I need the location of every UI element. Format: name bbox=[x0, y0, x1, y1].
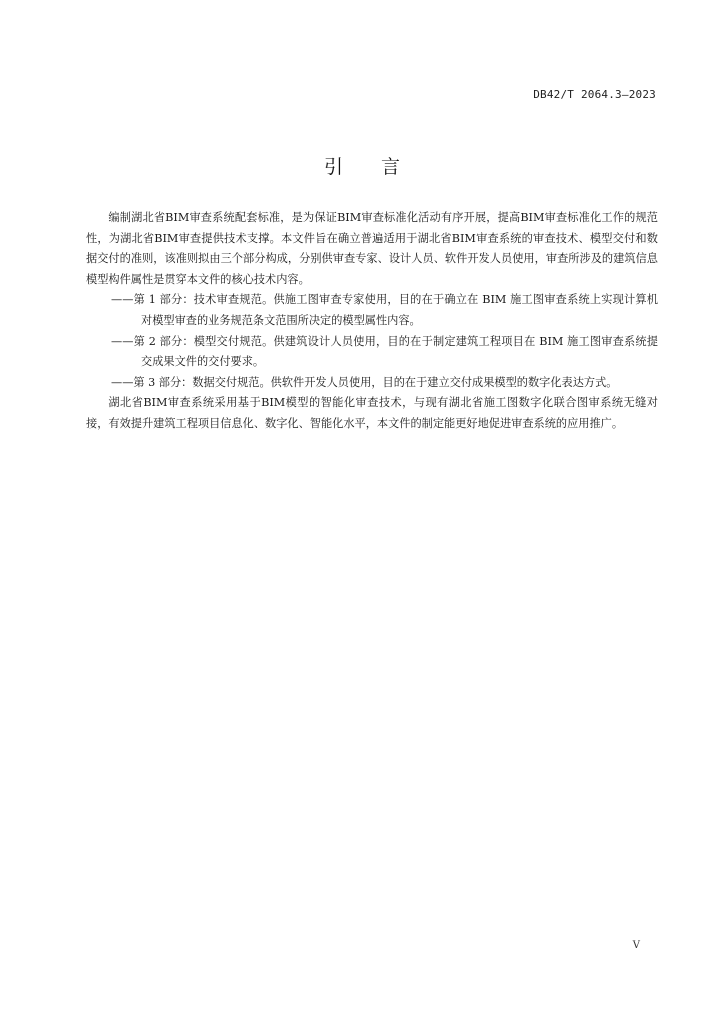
closing-paragraph: 湖北省BIM审查系统采用基于BIM模型的智能化审查技术，与现有湖北省施工图数字化联合图审系统无缝对接，有效提升建筑工程项目信息化、数字化、智能化水平，本文件的制定能更好地促进审查系统的应用推广。 bbox=[86, 396, 658, 430]
document-body bbox=[86, 208, 658, 435]
part-1-item: ——第 1 部分：技术审查规范。供施工图审查专家使用，目的在于确立在 BIM 施工图审查系统上实现计算机对模型审查的业务规范条文范围所决定的模型属性内容。 bbox=[111, 293, 658, 327]
document-code: DB42/T 2064.3—2023 bbox=[533, 88, 656, 101]
intro-paragraph: 编制湖北省BIM审查系统配套标准，是为保证BIM审查标准化活动有序开展，提高BIM审查标准化工作的规范性，为湖北省BIM审查提供技术支撑。本文件旨在确立普遍适用于湖北省BIM审查系统的审查技术、模型交付和数据交付的准则，该准则拟由三个部分构成，分别供审查专家、设计人员、软件开发人员使用，审查所涉及的建筑信息模型构件属性是贯穿本文件的核心技术内容。 bbox=[86, 211, 658, 286]
part-2-item: ——第 2 部分：模型交付规范。供建筑设计人员使用，目的在于制定建筑工程项目在 BIM 施工图审查系统提交成果文件的交付要求。 bbox=[111, 334, 658, 369]
part-3-item: ——第 3 部分：数据交付规范。供软件开发人员使用，目的在于建立交付成果模型的数字化表达方式。 bbox=[111, 375, 618, 389]
page-title: 引言 bbox=[323, 156, 438, 178]
page-number: V bbox=[632, 940, 640, 951]
